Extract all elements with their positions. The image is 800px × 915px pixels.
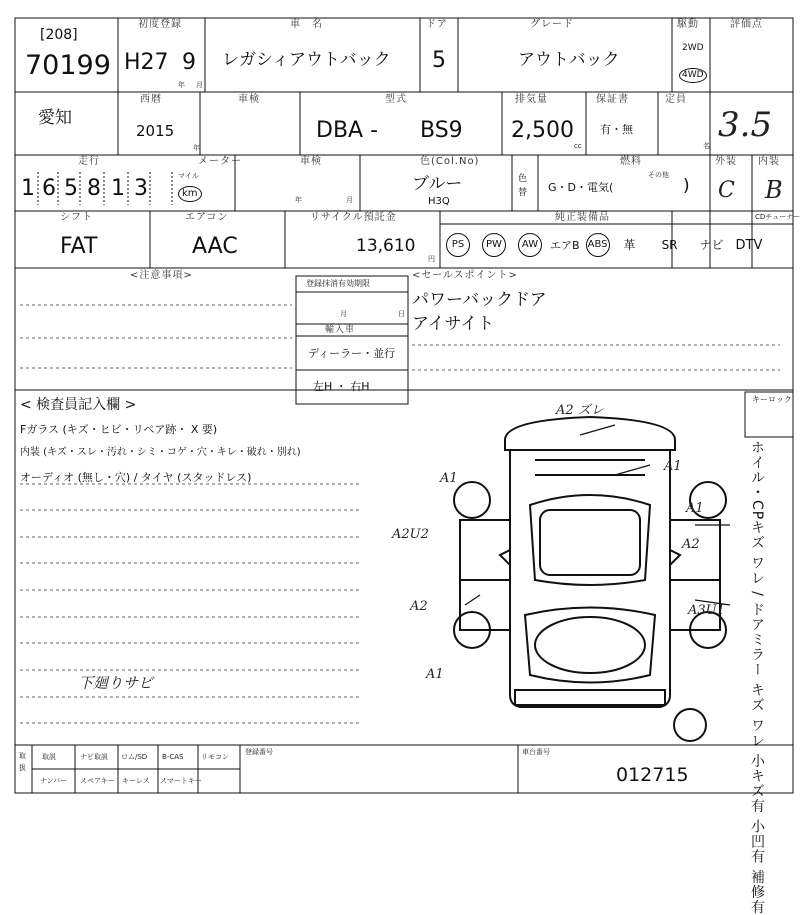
color-code: H3Q bbox=[428, 196, 450, 207]
handwritten-note: 下廻りサビ bbox=[78, 674, 154, 692]
sales-point-2: アイサイト bbox=[412, 314, 495, 334]
header-inspection: 車検 bbox=[238, 94, 260, 105]
shaken-year: 年 bbox=[295, 196, 302, 204]
car-damage-diagram bbox=[440, 405, 740, 745]
header-meter: メーター bbox=[198, 156, 242, 167]
damage-mark: A1 bbox=[686, 501, 704, 516]
warranty-value: 有・無 bbox=[600, 123, 633, 136]
damage-mark: A2U2 bbox=[392, 527, 429, 542]
header-fuel: 燃料 bbox=[620, 156, 642, 167]
lot-number: 70199 bbox=[25, 50, 111, 81]
bottom-smart: スマートキー bbox=[160, 777, 202, 785]
header-aircon: エアコン bbox=[185, 212, 229, 223]
chassis-number: 012715 bbox=[616, 764, 689, 786]
color-value: ブルー bbox=[412, 174, 463, 194]
equipment-navi: ナビ bbox=[699, 238, 724, 252]
fuel-close: ) bbox=[683, 176, 690, 196]
drive-2wd: 2WD bbox=[682, 43, 704, 53]
header-model: 型式 bbox=[385, 94, 407, 105]
bottom-reg-no-label: 登録番号 bbox=[245, 748, 273, 756]
bottom-side-label: 取扱 bbox=[19, 752, 26, 772]
mileage-digit: 1 bbox=[111, 176, 125, 201]
grade-value: アウトバック bbox=[518, 50, 620, 70]
mileage-unit-km: km bbox=[178, 186, 202, 202]
header-car-name: 車 名 bbox=[290, 19, 323, 30]
mileage-digit: 3 bbox=[134, 176, 148, 201]
recycle-value: 13,610 bbox=[356, 236, 416, 256]
capacity-unit: 名 bbox=[703, 142, 710, 150]
bottom-keyless: キーレス bbox=[122, 777, 150, 785]
exterior-grade: C bbox=[718, 178, 735, 203]
inspector-note-1: Fガラス (キズ・ヒビ・リペア跡・ X 要) bbox=[20, 423, 218, 436]
bottom-spare: スペアキー bbox=[80, 777, 115, 785]
fuel-value: G・D・電気( bbox=[548, 181, 614, 194]
equipment-sunroof: SR bbox=[661, 238, 678, 252]
header-displacement: 排気量 bbox=[515, 94, 548, 105]
damage-mark: A2 bbox=[682, 537, 700, 552]
header-door: ドア bbox=[426, 19, 448, 30]
expiry-month: 月 bbox=[340, 310, 347, 318]
inspector-note-3: オーディオ (無し・穴) / タイヤ (スタッドレス) bbox=[20, 471, 252, 484]
mileage-digits bbox=[18, 178, 152, 200]
score-value: 3.5 bbox=[718, 105, 773, 145]
equipment-pw: PW bbox=[482, 233, 506, 257]
equipment-list bbox=[446, 233, 762, 257]
region: 愛知 bbox=[38, 108, 72, 128]
aircon-value: AAC bbox=[192, 234, 238, 259]
mileage-digit: 8 bbox=[87, 176, 101, 201]
expiry-day: 日 bbox=[398, 310, 405, 318]
damage-mark: A2 bbox=[410, 599, 428, 614]
cc-unit: cc bbox=[574, 142, 582, 150]
bottom-bcas: B-CAS bbox=[162, 753, 184, 761]
car-name: レガシィアウトバック bbox=[222, 50, 391, 70]
header-recycle: リサイクル預託金 bbox=[310, 212, 397, 223]
equipment-leather: 革 bbox=[623, 238, 636, 252]
header-exterior: 外装 bbox=[715, 156, 737, 167]
lot-bracket: [208] bbox=[40, 27, 78, 43]
import-handle: 左H ・ 右H bbox=[313, 380, 370, 393]
header-interior: 内装 bbox=[758, 156, 780, 167]
model-code: BS9 bbox=[420, 118, 463, 143]
bottom-number: ナンバー bbox=[40, 777, 68, 785]
mileage-digit: 5 bbox=[64, 176, 78, 201]
header-score: 評価点 bbox=[730, 19, 763, 30]
bottom-chassis-label: 車台番号 bbox=[522, 748, 550, 756]
sales-point-1: パワーバックドア bbox=[412, 290, 547, 310]
header-notes: <注意事項> bbox=[130, 270, 193, 281]
header-import: 輸入車 bbox=[325, 325, 356, 335]
drive-4wd: 4WD bbox=[679, 68, 707, 83]
equipment-aw: AW bbox=[518, 233, 542, 257]
displacement: 2,500 bbox=[511, 118, 574, 143]
import-dealer: ディーラー・並行 bbox=[308, 347, 396, 360]
mileage-unit-mile: マイル bbox=[178, 172, 199, 180]
right-vertical-legend: ホイル・CPキズ ワレ / ドアミラー キズ ワレ 小キズ有 小凹有 補修有 bbox=[749, 440, 765, 915]
first-reg-month: 9 bbox=[182, 50, 196, 75]
damage-mark: A3U1 bbox=[688, 603, 725, 618]
damage-mark: A2 ズレ bbox=[556, 403, 604, 418]
color-change: 色替 bbox=[518, 174, 528, 198]
header-sales-point: <セールスポイント> bbox=[412, 270, 518, 281]
fuel-other: その他 bbox=[648, 171, 669, 179]
bottom-remote: リモコン bbox=[201, 753, 229, 761]
equipment-dtv: DTV bbox=[735, 237, 763, 253]
header-grade: グレード bbox=[530, 19, 574, 30]
damage-mark: A1 bbox=[664, 459, 682, 474]
equipment-abs: ABS bbox=[586, 233, 610, 257]
first-reg-era: H27 bbox=[124, 50, 169, 75]
shift-value: FAT bbox=[60, 234, 98, 259]
header-shaken: 車検 bbox=[300, 156, 322, 167]
door-count: 5 bbox=[432, 48, 446, 73]
month-label: 月 bbox=[196, 81, 203, 89]
bottom-navi: ナビ取説 bbox=[80, 753, 108, 761]
header-drive: 駆動 bbox=[677, 19, 699, 30]
header-warranty: 保証書 bbox=[596, 94, 629, 105]
yen-unit: 円 bbox=[428, 255, 435, 263]
header-inspector: < 検査員記入欄 > bbox=[20, 397, 137, 413]
header-western: 西暦 bbox=[140, 94, 162, 105]
year-label: 年 bbox=[178, 81, 185, 89]
header-first-reg: 初度登録 bbox=[138, 19, 182, 30]
header-reg-expiry: 登録抹消有効期限 bbox=[306, 279, 370, 288]
bottom-rom: ロム/SD bbox=[121, 753, 148, 761]
year-western: 2015 bbox=[136, 122, 175, 140]
inspector-note-2: 内装 (キズ・スレ・汚れ・シミ・コゲ・穴・キレ・破れ・別れ) bbox=[20, 447, 301, 458]
equipment-airbag: エアB bbox=[550, 238, 580, 252]
header-cd-tuner: CDチューナー bbox=[755, 213, 800, 221]
header-capacity: 定員 bbox=[665, 94, 687, 105]
bottom-accessories: 取説 bbox=[42, 753, 56, 761]
damage-mark: A1 bbox=[440, 471, 458, 486]
interior-grade: B bbox=[765, 176, 783, 204]
mileage-digit: 6 bbox=[42, 176, 56, 201]
year-suffix: 年 bbox=[193, 144, 200, 152]
model-prefix: DBA - bbox=[316, 118, 379, 143]
header-shift: シフト bbox=[60, 212, 93, 223]
header-mileage: 走行 bbox=[78, 156, 100, 167]
equipment-ps: PS bbox=[446, 233, 470, 257]
damage-mark: A1 bbox=[426, 667, 444, 682]
shaken-month: 月 bbox=[346, 196, 353, 204]
header-equipment: 純正装備品 bbox=[555, 212, 610, 223]
mileage-digit: 1 bbox=[21, 176, 35, 201]
header-color: 色(Col.No) bbox=[420, 156, 480, 167]
header-keyless: キーロック bbox=[752, 395, 792, 404]
